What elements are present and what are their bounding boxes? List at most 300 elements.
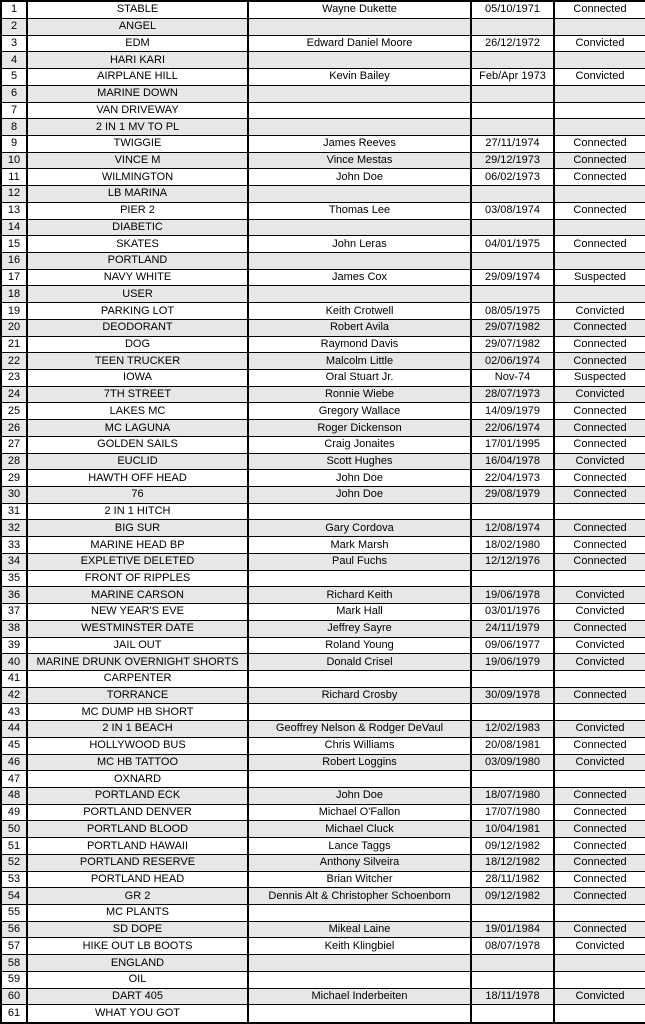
date-cell[interactable]: 18/11/1978	[471, 988, 554, 1005]
date-cell[interactable]: 09/12/1982	[471, 888, 554, 905]
case-name-cell[interactable]: MARINE DRUNK OVERNIGHT SHORTS	[27, 654, 248, 671]
case-name-cell[interactable]: DEODORANT	[27, 319, 248, 336]
case-name-cell[interactable]: 2 IN 1 HITCH	[27, 503, 248, 520]
case-name-cell[interactable]: WHAT YOU GOT	[27, 1005, 248, 1023]
date-cell[interactable]: 06/02/1973	[471, 169, 554, 186]
case-name-cell[interactable]: EUCLID	[27, 453, 248, 470]
status-cell[interactable]: Convicted	[554, 754, 645, 771]
case-name-cell[interactable]: VINCE M	[27, 152, 248, 169]
status-cell[interactable]	[554, 52, 645, 69]
row-number-cell[interactable]: 5	[1, 69, 27, 86]
status-cell[interactable]: Connected	[554, 553, 645, 570]
person-name-cell[interactable]: Thomas Lee	[248, 202, 471, 219]
person-name-cell[interactable]: Kevin Bailey	[248, 69, 471, 86]
date-cell[interactable]: 08/05/1975	[471, 303, 554, 320]
status-cell[interactable]: Connected	[554, 1, 645, 18]
case-name-cell[interactable]: LAKES MC	[27, 403, 248, 420]
status-cell[interactable]: Convicted	[554, 453, 645, 470]
person-name-cell[interactable]: John Doe	[248, 169, 471, 186]
row-number-cell[interactable]: 25	[1, 403, 27, 420]
status-cell[interactable]	[554, 18, 645, 35]
case-name-cell[interactable]: PORTLAND	[27, 252, 248, 269]
date-cell[interactable]: 26/12/1972	[471, 35, 554, 52]
row-number-cell[interactable]: 47	[1, 771, 27, 788]
status-cell[interactable]	[554, 252, 645, 269]
status-cell[interactable]	[554, 85, 645, 102]
status-cell[interactable]: Connected	[554, 403, 645, 420]
case-name-cell[interactable]: LB MARINA	[27, 186, 248, 203]
row-number-cell[interactable]: 36	[1, 587, 27, 604]
row-number-cell[interactable]: 57	[1, 938, 27, 955]
row-number-cell[interactable]: 48	[1, 787, 27, 804]
date-cell[interactable]: 22/04/1973	[471, 470, 554, 487]
person-name-cell[interactable]	[248, 771, 471, 788]
status-cell[interactable]: Connected	[554, 854, 645, 871]
date-cell[interactable]: 16/04/1978	[471, 453, 554, 470]
date-cell[interactable]: 17/01/1995	[471, 436, 554, 453]
date-cell[interactable]	[471, 119, 554, 136]
case-name-cell[interactable]: DIABETIC	[27, 219, 248, 236]
person-name-cell[interactable]	[248, 186, 471, 203]
status-cell[interactable]: Convicted	[554, 604, 645, 621]
row-number-cell[interactable]: 51	[1, 838, 27, 855]
row-number-cell[interactable]: 45	[1, 737, 27, 754]
row-number-cell[interactable]: 32	[1, 520, 27, 537]
case-name-cell[interactable]: USER	[27, 286, 248, 303]
row-number-cell[interactable]: 9	[1, 135, 27, 152]
date-cell[interactable]: 29/12/1973	[471, 152, 554, 169]
status-cell[interactable]	[554, 570, 645, 587]
row-number-cell[interactable]: 1	[1, 1, 27, 18]
person-name-cell[interactable]: John Doe	[248, 470, 471, 487]
date-cell[interactable]: 29/07/1982	[471, 319, 554, 336]
case-name-cell[interactable]: MC HB TATTOO	[27, 754, 248, 771]
person-name-cell[interactable]: Richard Keith	[248, 587, 471, 604]
person-name-cell[interactable]	[248, 570, 471, 587]
status-cell[interactable]: Connected	[554, 821, 645, 838]
row-number-cell[interactable]: 50	[1, 821, 27, 838]
person-name-cell[interactable]	[248, 85, 471, 102]
person-name-cell[interactable]: Oral Stuart Jr.	[248, 370, 471, 387]
row-number-cell[interactable]: 12	[1, 186, 27, 203]
person-name-cell[interactable]	[248, 670, 471, 687]
row-number-cell[interactable]: 28	[1, 453, 27, 470]
case-name-cell[interactable]: MC DUMP HB SHORT	[27, 704, 248, 721]
row-number-cell[interactable]: 20	[1, 319, 27, 336]
case-name-cell[interactable]: HAWTH OFF HEAD	[27, 470, 248, 487]
person-name-cell[interactable]: John Doe	[248, 787, 471, 804]
person-name-cell[interactable]: Wayne Dukette	[248, 1, 471, 18]
person-name-cell[interactable]	[248, 905, 471, 922]
date-cell[interactable]: 28/07/1973	[471, 386, 554, 403]
case-name-cell[interactable]: TEEN TRUCKER	[27, 353, 248, 370]
row-number-cell[interactable]: 29	[1, 470, 27, 487]
case-name-cell[interactable]: PORTLAND ECK	[27, 787, 248, 804]
row-number-cell[interactable]: 4	[1, 52, 27, 69]
status-cell[interactable]	[554, 971, 645, 988]
case-name-cell[interactable]: OXNARD	[27, 771, 248, 788]
case-name-cell[interactable]: EDM	[27, 35, 248, 52]
date-cell[interactable]: 04/01/1975	[471, 236, 554, 253]
case-name-cell[interactable]: PORTLAND HAWAII	[27, 838, 248, 855]
row-number-cell[interactable]: 30	[1, 487, 27, 504]
person-name-cell[interactable]: Paul Fuchs	[248, 553, 471, 570]
status-cell[interactable]: Connected	[554, 888, 645, 905]
row-number-cell[interactable]: 33	[1, 537, 27, 554]
case-name-cell[interactable]: WILMINGTON	[27, 169, 248, 186]
case-name-cell[interactable]: BIG SUR	[27, 520, 248, 537]
status-cell[interactable]	[554, 1005, 645, 1023]
case-name-cell[interactable]: STABLE	[27, 1, 248, 18]
person-name-cell[interactable]	[248, 252, 471, 269]
case-name-cell[interactable]: TORRANCE	[27, 687, 248, 704]
date-cell[interactable]: 20/08/1981	[471, 737, 554, 754]
row-number-cell[interactable]: 27	[1, 436, 27, 453]
status-cell[interactable]	[554, 955, 645, 972]
person-name-cell[interactable]	[248, 219, 471, 236]
row-number-cell[interactable]: 44	[1, 721, 27, 738]
row-number-cell[interactable]: 23	[1, 370, 27, 387]
case-name-cell[interactable]: WESTMINSTER DATE	[27, 620, 248, 637]
person-name-cell[interactable]: Scott Hughes	[248, 453, 471, 470]
date-cell[interactable]: 18/07/1980	[471, 787, 554, 804]
status-cell[interactable]: Connected	[554, 135, 645, 152]
case-name-cell[interactable]: CARPENTER	[27, 670, 248, 687]
row-number-cell[interactable]: 43	[1, 704, 27, 721]
row-number-cell[interactable]: 22	[1, 353, 27, 370]
case-name-cell[interactable]: IOWA	[27, 370, 248, 387]
date-cell[interactable]	[471, 85, 554, 102]
row-number-cell[interactable]: 61	[1, 1005, 27, 1023]
row-number-cell[interactable]: 53	[1, 871, 27, 888]
status-cell[interactable]: Convicted	[554, 35, 645, 52]
person-name-cell[interactable]: Richard Crosby	[248, 687, 471, 704]
case-name-cell[interactable]: DART 405	[27, 988, 248, 1005]
person-name-cell[interactable]: Roger Dickenson	[248, 420, 471, 437]
status-cell[interactable]	[554, 771, 645, 788]
case-name-cell[interactable]: NAVY WHITE	[27, 269, 248, 286]
date-cell[interactable]: 18/02/1980	[471, 537, 554, 554]
row-number-cell[interactable]: 40	[1, 654, 27, 671]
date-cell[interactable]: Feb/Apr 1973	[471, 69, 554, 86]
status-cell[interactable]	[554, 219, 645, 236]
case-name-cell[interactable]: 76	[27, 487, 248, 504]
status-cell[interactable]	[554, 503, 645, 520]
status-cell[interactable]	[554, 119, 645, 136]
person-name-cell[interactable]: Mark Hall	[248, 604, 471, 621]
person-name-cell[interactable]	[248, 704, 471, 721]
row-number-cell[interactable]: 49	[1, 804, 27, 821]
date-cell[interactable]: 14/09/1979	[471, 403, 554, 420]
person-name-cell[interactable]	[248, 102, 471, 119]
case-name-cell[interactable]: NEW YEAR'S EVE	[27, 604, 248, 621]
date-cell[interactable]: 08/07/1978	[471, 938, 554, 955]
date-cell[interactable]	[471, 286, 554, 303]
row-number-cell[interactable]: 31	[1, 503, 27, 520]
row-number-cell[interactable]: 52	[1, 854, 27, 871]
person-name-cell[interactable]: Keith Klingbiel	[248, 938, 471, 955]
status-cell[interactable]	[554, 670, 645, 687]
date-cell[interactable]: 24/11/1979	[471, 620, 554, 637]
status-cell[interactable]: Suspected	[554, 370, 645, 387]
status-cell[interactable]: Convicted	[554, 654, 645, 671]
person-name-cell[interactable]: Raymond Davis	[248, 336, 471, 353]
row-number-cell[interactable]: 2	[1, 18, 27, 35]
date-cell[interactable]	[471, 971, 554, 988]
row-number-cell[interactable]: 42	[1, 687, 27, 704]
row-number-cell[interactable]: 8	[1, 119, 27, 136]
date-cell[interactable]: 12/12/1976	[471, 553, 554, 570]
date-cell[interactable]: 19/01/1984	[471, 921, 554, 938]
person-name-cell[interactable]: Robert Avila	[248, 319, 471, 336]
date-cell[interactable]	[471, 771, 554, 788]
person-name-cell[interactable]: Anthony Silveira	[248, 854, 471, 871]
person-name-cell[interactable]	[248, 52, 471, 69]
status-cell[interactable]: Convicted	[554, 386, 645, 403]
person-name-cell[interactable]: Mikeal Laine	[248, 921, 471, 938]
date-cell[interactable]: 03/09/1980	[471, 754, 554, 771]
case-name-cell[interactable]: PORTLAND BLOOD	[27, 821, 248, 838]
date-cell[interactable]	[471, 1005, 554, 1023]
case-name-cell[interactable]: HIKE OUT LB BOOTS	[27, 938, 248, 955]
date-cell[interactable]: 03/01/1976	[471, 604, 554, 621]
status-cell[interactable]: Convicted	[554, 988, 645, 1005]
date-cell[interactable]: 03/08/1974	[471, 202, 554, 219]
person-name-cell[interactable]: Malcolm Little	[248, 353, 471, 370]
date-cell[interactable]	[471, 186, 554, 203]
date-cell[interactable]: 19/06/1979	[471, 654, 554, 671]
date-cell[interactable]: 09/06/1977	[471, 637, 554, 654]
row-number-cell[interactable]: 26	[1, 420, 27, 437]
row-number-cell[interactable]: 3	[1, 35, 27, 52]
case-name-cell[interactable]: MC PLANTS	[27, 905, 248, 922]
status-cell[interactable]	[554, 704, 645, 721]
status-cell[interactable]: Connected	[554, 871, 645, 888]
row-number-cell[interactable]: 16	[1, 252, 27, 269]
row-number-cell[interactable]: 15	[1, 236, 27, 253]
status-cell[interactable]: Connected	[554, 737, 645, 754]
status-cell[interactable]: Connected	[554, 687, 645, 704]
person-name-cell[interactable]: Michael Inderbeiten	[248, 988, 471, 1005]
date-cell[interactable]	[471, 570, 554, 587]
person-name-cell[interactable]: Gregory Wallace	[248, 403, 471, 420]
case-name-cell[interactable]: DOG	[27, 336, 248, 353]
case-name-cell[interactable]: TWIGGIE	[27, 135, 248, 152]
status-cell[interactable]: Suspected	[554, 269, 645, 286]
date-cell[interactable]: 27/11/1974	[471, 135, 554, 152]
date-cell[interactable]: 10/04/1981	[471, 821, 554, 838]
person-name-cell[interactable]: Mark Marsh	[248, 537, 471, 554]
case-name-cell[interactable]: OIL	[27, 971, 248, 988]
status-cell[interactable]	[554, 286, 645, 303]
status-cell[interactable]: Convicted	[554, 69, 645, 86]
person-name-cell[interactable]: Ronnie Wiebe	[248, 386, 471, 403]
person-name-cell[interactable]	[248, 503, 471, 520]
status-cell[interactable]: Connected	[554, 787, 645, 804]
case-name-cell[interactable]: JAIL OUT	[27, 637, 248, 654]
date-cell[interactable]: 29/08/1979	[471, 487, 554, 504]
row-number-cell[interactable]: 6	[1, 85, 27, 102]
case-name-cell[interactable]: EXPLETIVE DELETED	[27, 553, 248, 570]
date-cell[interactable]	[471, 102, 554, 119]
row-number-cell[interactable]: 46	[1, 754, 27, 771]
case-name-cell[interactable]: PORTLAND DENVER	[27, 804, 248, 821]
row-number-cell[interactable]: 38	[1, 620, 27, 637]
person-name-cell[interactable]: Craig Jonaites	[248, 436, 471, 453]
case-name-cell[interactable]: PORTLAND HEAD	[27, 871, 248, 888]
case-name-cell[interactable]: MARINE CARSON	[27, 587, 248, 604]
status-cell[interactable]: Connected	[554, 169, 645, 186]
date-cell[interactable]: 12/08/1974	[471, 520, 554, 537]
row-number-cell[interactable]: 18	[1, 286, 27, 303]
case-name-cell[interactable]: ANGEL	[27, 18, 248, 35]
date-cell[interactable]: 05/10/1971	[471, 1, 554, 18]
status-cell[interactable]: Convicted	[554, 637, 645, 654]
status-cell[interactable]: Convicted	[554, 303, 645, 320]
case-name-cell[interactable]: SKATES	[27, 236, 248, 253]
row-number-cell[interactable]: 59	[1, 971, 27, 988]
status-cell[interactable]	[554, 905, 645, 922]
status-cell[interactable]: Connected	[554, 236, 645, 253]
status-cell[interactable]: Convicted	[554, 721, 645, 738]
date-cell[interactable]: 22/06/1974	[471, 420, 554, 437]
row-number-cell[interactable]: 41	[1, 670, 27, 687]
status-cell[interactable]: Connected	[554, 470, 645, 487]
status-cell[interactable]: Connected	[554, 202, 645, 219]
status-cell[interactable]: Connected	[554, 319, 645, 336]
date-cell[interactable]: 02/06/1974	[471, 353, 554, 370]
person-name-cell[interactable]: James Cox	[248, 269, 471, 286]
row-number-cell[interactable]: 60	[1, 988, 27, 1005]
case-name-cell[interactable]: 2 IN 1 BEACH	[27, 721, 248, 738]
status-cell[interactable]: Convicted	[554, 587, 645, 604]
status-cell[interactable]: Connected	[554, 537, 645, 554]
person-name-cell[interactable]: Robert Loggins	[248, 754, 471, 771]
case-name-cell[interactable]: MC LAGUNA	[27, 420, 248, 437]
date-cell[interactable]	[471, 905, 554, 922]
date-cell[interactable]	[471, 704, 554, 721]
status-cell[interactable]: Connected	[554, 838, 645, 855]
case-name-cell[interactable]: PARKING LOT	[27, 303, 248, 320]
person-name-cell[interactable]	[248, 18, 471, 35]
case-name-cell[interactable]: FRONT OF RIPPLES	[27, 570, 248, 587]
person-name-cell[interactable]	[248, 971, 471, 988]
person-name-cell[interactable]: Vince Mestas	[248, 152, 471, 169]
row-number-cell[interactable]: 54	[1, 888, 27, 905]
person-name-cell[interactable]: Roland Young	[248, 637, 471, 654]
date-cell[interactable]	[471, 219, 554, 236]
case-name-cell[interactable]: MARINE DOWN	[27, 85, 248, 102]
person-name-cell[interactable]: Brian Witcher	[248, 871, 471, 888]
date-cell[interactable]: 09/12/1982	[471, 838, 554, 855]
status-cell[interactable]: Connected	[554, 353, 645, 370]
case-name-cell[interactable]: GOLDEN SAILS	[27, 436, 248, 453]
row-number-cell[interactable]: 39	[1, 637, 27, 654]
date-cell[interactable]: 29/09/1974	[471, 269, 554, 286]
status-cell[interactable]: Convicted	[554, 938, 645, 955]
person-name-cell[interactable]: James Reeves	[248, 135, 471, 152]
status-cell[interactable]: Connected	[554, 804, 645, 821]
date-cell[interactable]: 30/09/1978	[471, 687, 554, 704]
case-name-cell[interactable]: HOLLYWOOD BUS	[27, 737, 248, 754]
person-name-cell[interactable]	[248, 119, 471, 136]
person-name-cell[interactable]: John Doe	[248, 487, 471, 504]
date-cell[interactable]: 18/12/1982	[471, 854, 554, 871]
status-cell[interactable]: Connected	[554, 420, 645, 437]
person-name-cell[interactable]: Dennis Alt & Christopher Schoenborn	[248, 888, 471, 905]
person-name-cell[interactable]: Jeffrey Sayre	[248, 620, 471, 637]
person-name-cell[interactable]: Donald Crisel	[248, 654, 471, 671]
row-number-cell[interactable]: 10	[1, 152, 27, 169]
case-name-cell[interactable]: SD DOPE	[27, 921, 248, 938]
case-name-cell[interactable]: VAN DRIVEWAY	[27, 102, 248, 119]
person-name-cell[interactable]: Michael O'Fallon	[248, 804, 471, 821]
person-name-cell[interactable]: Michael Cluck	[248, 821, 471, 838]
person-name-cell[interactable]	[248, 286, 471, 303]
person-name-cell[interactable]: Gary Cordova	[248, 520, 471, 537]
row-number-cell[interactable]: 13	[1, 202, 27, 219]
row-number-cell[interactable]: 19	[1, 303, 27, 320]
case-name-cell[interactable]: AIRPLANE HILL	[27, 69, 248, 86]
person-name-cell[interactable]	[248, 1005, 471, 1023]
status-cell[interactable]: Connected	[554, 921, 645, 938]
row-number-cell[interactable]: 35	[1, 570, 27, 587]
case-name-cell[interactable]: GR 2	[27, 888, 248, 905]
date-cell[interactable]: 28/11/1982	[471, 871, 554, 888]
date-cell[interactable]: Nov-74	[471, 370, 554, 387]
row-number-cell[interactable]: 21	[1, 336, 27, 353]
date-cell[interactable]: 29/07/1982	[471, 336, 554, 353]
row-number-cell[interactable]: 55	[1, 905, 27, 922]
row-number-cell[interactable]: 34	[1, 553, 27, 570]
status-cell[interactable]: Connected	[554, 520, 645, 537]
case-name-cell[interactable]: 2 IN 1 MV TO PL	[27, 119, 248, 136]
status-cell[interactable]: Connected	[554, 436, 645, 453]
status-cell[interactable]: Connected	[554, 336, 645, 353]
person-name-cell[interactable]: Geoffrey Nelson & Rodger DeVaul	[248, 721, 471, 738]
status-cell[interactable]	[554, 102, 645, 119]
person-name-cell[interactable]: John Leras	[248, 236, 471, 253]
case-name-cell[interactable]: MARINE HEAD BP	[27, 537, 248, 554]
case-name-cell[interactable]: 7TH STREET	[27, 386, 248, 403]
date-cell[interactable]	[471, 670, 554, 687]
date-cell[interactable]: 19/06/1978	[471, 587, 554, 604]
row-number-cell[interactable]: 37	[1, 604, 27, 621]
row-number-cell[interactable]: 7	[1, 102, 27, 119]
date-cell[interactable]	[471, 503, 554, 520]
row-number-cell[interactable]: 14	[1, 219, 27, 236]
person-name-cell[interactable]: Chris Williams	[248, 737, 471, 754]
case-name-cell[interactable]: PIER 2	[27, 202, 248, 219]
date-cell[interactable]	[471, 955, 554, 972]
date-cell[interactable]	[471, 52, 554, 69]
date-cell[interactable]	[471, 252, 554, 269]
row-number-cell[interactable]: 56	[1, 921, 27, 938]
person-name-cell[interactable]: Keith Crotwell	[248, 303, 471, 320]
status-cell[interactable]: Connected	[554, 152, 645, 169]
person-name-cell[interactable]: Edward Daniel Moore	[248, 35, 471, 52]
person-name-cell[interactable]	[248, 955, 471, 972]
status-cell[interactable]: Connected	[554, 620, 645, 637]
status-cell[interactable]: Connected	[554, 487, 645, 504]
case-name-cell[interactable]: HARI KARI	[27, 52, 248, 69]
case-name-cell[interactable]: PORTLAND RESERVE	[27, 854, 248, 871]
row-number-cell[interactable]: 24	[1, 386, 27, 403]
status-cell[interactable]	[554, 186, 645, 203]
row-number-cell[interactable]: 17	[1, 269, 27, 286]
person-name-cell[interactable]: Lance Taggs	[248, 838, 471, 855]
row-number-cell[interactable]: 11	[1, 169, 27, 186]
